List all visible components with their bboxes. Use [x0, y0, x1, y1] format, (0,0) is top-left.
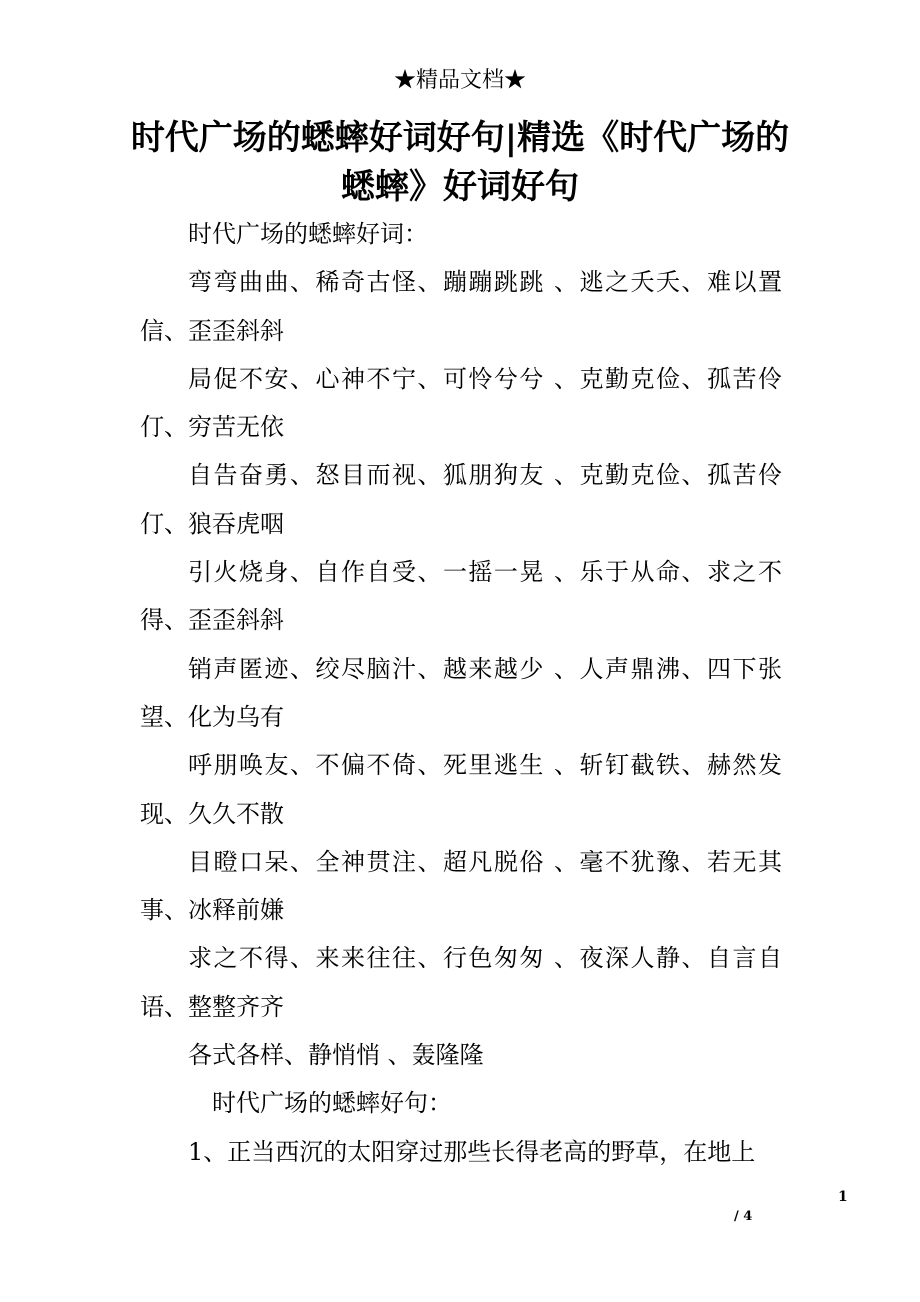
- word-line: 弯弯曲曲、稀奇古怪、蹦蹦跳跳 、逃之夭夭、难以置信、歪歪斜斜: [140, 268, 782, 345]
- header-mark: ★精品文档★: [393, 68, 526, 93]
- word-line: 呼朋唤友、不偏不倚、死里逃生 、斩钉截铁、赫然发现、久久不散: [140, 751, 782, 828]
- word-line: 求之不得、来来往往、行色匆匆 、夜深人静、自言自语、整整齐齐: [140, 944, 782, 1021]
- page-number: 1: [838, 1189, 848, 1205]
- words-heading: 时代广场的蟋蟀好词：: [188, 220, 428, 248]
- word-line: 目瞪口呆、全神贯注、超凡脱俗 、毫不犹豫、若无其事、冰释前嫌: [140, 847, 782, 925]
- word-line: 引火烧身、自作自受、一摇一晃 、乐于从命、求之不得、歪歪斜斜: [140, 558, 782, 635]
- word-line: 局促不安、心神不宁、可怜兮兮 、克勤克俭、孤苦伶仃、穷苦无依: [140, 364, 782, 442]
- word-line: 销声匿迹、绞尽脑汁、越来越少 、人声鼎沸、四下张望、化为乌有: [140, 654, 782, 731]
- document-body: [140, 210, 782, 1176]
- page-total: / 4: [734, 1209, 753, 1224]
- document-title: 时代广场的蟋蟀好词好句|精选《时代广场的蟋蟀》好词好句: [130, 118, 790, 207]
- word-line: 各式各样、静悄悄 、轰隆隆: [188, 1041, 484, 1070]
- sentences-heading: 时代广场的蟋蟀好句：: [212, 1089, 452, 1118]
- word-line: 自告奋勇、怒目而视、狐朋狗友 、克勤克俭、孤苦伶仃、狼吞虎咽: [140, 461, 782, 538]
- sentence-line: 1、正当西沉的太阳穿过那些长得老高的野草，在地上: [188, 1137, 756, 1166]
